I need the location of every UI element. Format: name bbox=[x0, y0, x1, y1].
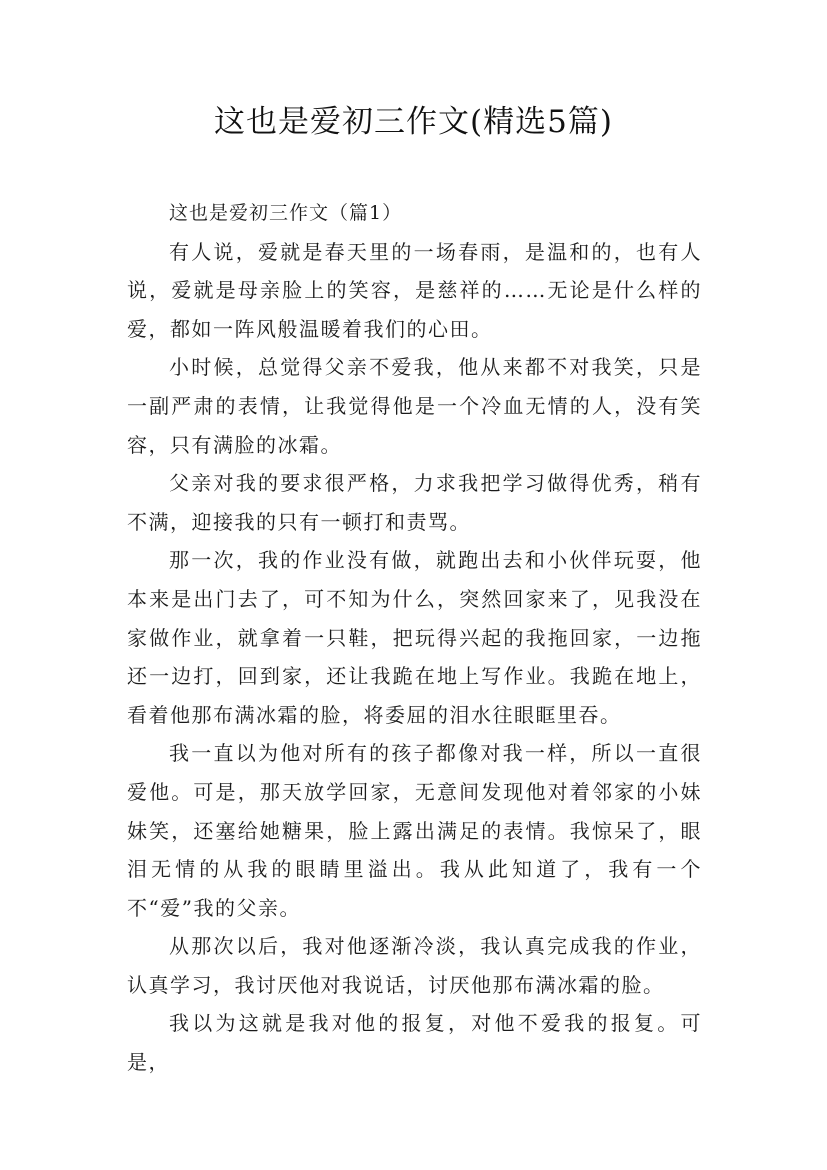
paragraph-4: 那一次，我的作业没有做，就跑出去和小伙伴玩耍，他本来是出门去了，可不知为什么，突然回家来了，见我没在家做作业，就拿着一只鞋，把玩得兴起的我拖回家，一边拖还一边打，回到家，还让我跪在地上写作业。我跪在地上，看着他那布满冰霜的脸，将委屈的泪水往眼眶里吞。 bbox=[127, 548, 702, 727]
paragraph-2: 小时候，总觉得父亲不爱我，他从来都不对我笑，只是一副严肃的表情，让我觉得他是一个冷血无情的人，没有笑容，只有满脸的冰霜。 bbox=[127, 355, 702, 457]
section-heading: 这也是爱初三作文（篇1） bbox=[169, 202, 403, 224]
paragraph-6: 从那次以后，我对他逐渐冷淡，我认真完成我的作业，认真学习，我讨厌他对我说话，讨厌他那布满冰霜的脸。 bbox=[127, 934, 702, 997]
paragraph-7: 我以为这就是我对他的报复，对他不爱我的报复。可是， bbox=[127, 1011, 702, 1075]
document-body bbox=[127, 194, 702, 1082]
paragraph-5: 我一直以为他对所有的孩子都像对我一样，所以一直很爱他。可是，那天放学回家，无意间发现他对着邻家的小妹妹笑，还塞给她糖果，脸上露出满足的表情。我惊呆了，眼泪无情的从我的眼睛里溢出。我从此知道了，我有一个不“爱”我的父亲。 bbox=[127, 741, 702, 920]
paragraph-1: 有人说，爱就是春天里的一场春雨，是温和的，也有人说，爱就是母亲脸上的笑容，是慈祥的……无论是什么样的爱，都如一阵风般温暖着我们的心田。 bbox=[127, 239, 702, 341]
paragraph-3: 父亲对我的要求很严格，力求我把学习做得优秀，稍有不满，迎接我的只有一顿打和责骂。 bbox=[127, 471, 702, 534]
document-title: 这也是爱初三作文(精选5篇) bbox=[214, 104, 613, 140]
